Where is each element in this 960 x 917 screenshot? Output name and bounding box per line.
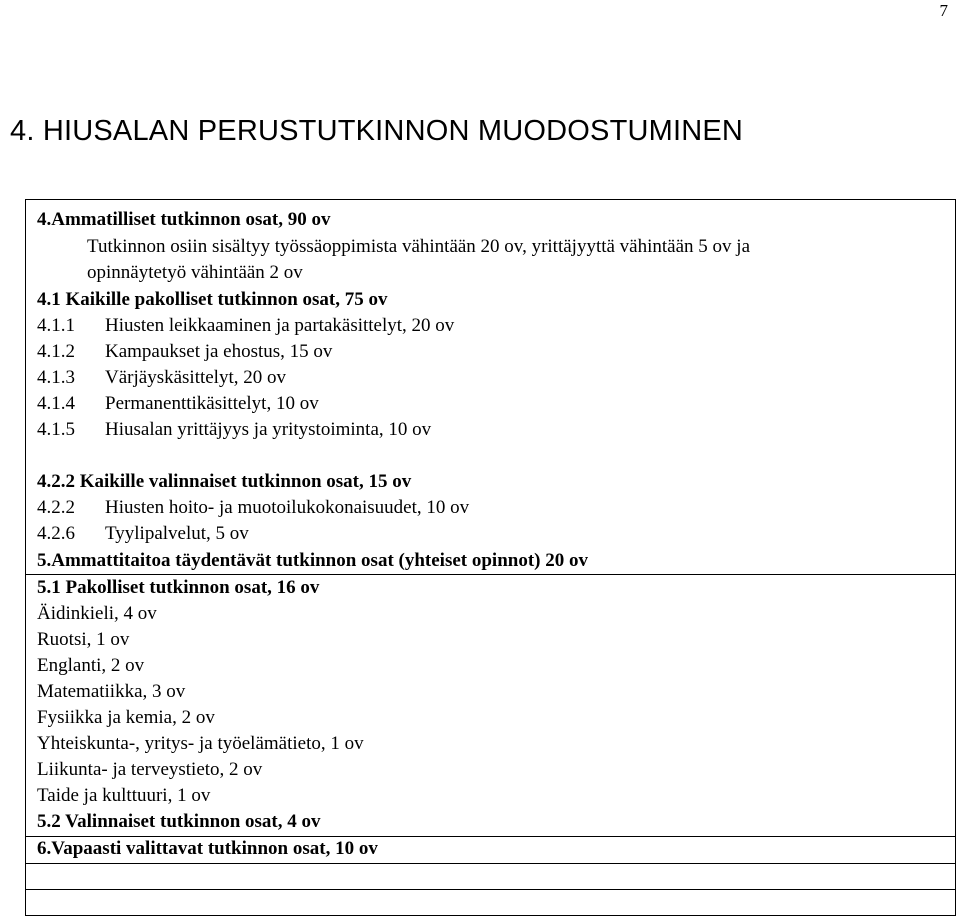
section-4-note: Tutkinnon osiin sisältyy työssäoppimista vähintään 20 ov, yrittäjyyttä vähintään 5 ov ja xyxy=(87,236,751,257)
section-5-title: 5.Ammattitaitoa täydentävät tutkinnon osat (yhteiset opinnot) 20 ov xyxy=(37,550,588,571)
list-item: Englanti, 2 ov xyxy=(37,655,145,676)
section-4-title: 4.Ammatilliset tutkinnon osat, 90 ov xyxy=(37,209,331,230)
group-4-1-title: 4.1 Kaikille pakolliset tutkinnon osat, 75 ov xyxy=(37,289,388,310)
list-item xyxy=(37,418,431,442)
list-item xyxy=(37,340,332,364)
group-4-2-title: 4.2.2 Kaikille valinnaiset tutkinnon osat, 15 ov xyxy=(37,471,412,492)
group-5-2-title: 5.2 Valinnaiset tutkinnon osat, 4 ov xyxy=(37,811,321,832)
empty-table-row xyxy=(25,889,956,916)
item-text: Tyylipalvelut, 5 ov xyxy=(105,523,249,544)
section-6-title: 6.Vapaasti valittavat tutkinnon osat, 10 ov xyxy=(37,838,378,859)
group-5-1-title: 5.1 Pakolliset tutkinnon osat, 16 ov xyxy=(37,577,320,598)
list-item xyxy=(37,392,319,416)
item-code: 4.1.1 xyxy=(37,315,75,336)
list-item xyxy=(37,314,454,338)
item-code: 4.2.6 xyxy=(37,523,75,544)
list-item: Taide ja kulttuuri, 1 ov xyxy=(37,785,211,806)
item-text: Permanenttikäsittelyt, 10 ov xyxy=(105,393,319,414)
row-divider xyxy=(25,574,956,575)
item-text: Kampaukset ja ehostus, 15 ov xyxy=(105,341,333,362)
list-item xyxy=(37,522,249,546)
list-item xyxy=(37,366,286,390)
list-item: Liikunta- ja terveystieto, 2 ov xyxy=(37,759,263,780)
list-item: Äidinkieli, 4 ov xyxy=(37,603,157,624)
item-code: 4.1.3 xyxy=(37,367,75,388)
list-item: Fysiikka ja kemia, 2 ov xyxy=(37,707,215,728)
list-item xyxy=(37,496,469,520)
empty-table-row xyxy=(25,863,956,890)
item-text: Värjäyskäsittelyt, 20 ov xyxy=(105,367,286,388)
item-code: 4.1.4 xyxy=(37,393,75,414)
item-code: 4.1.2 xyxy=(37,341,75,362)
list-item: Ruotsi, 1 ov xyxy=(37,629,130,650)
list-item: Yhteiskunta-, yritys- ja työelämätieto, 1 ov xyxy=(37,733,364,754)
section-4-note: opinnäytetyö vähintään 2 ov xyxy=(87,262,303,283)
item-text: Hiusten hoito- ja muotoilukokonaisuudet, 10 ov xyxy=(105,497,470,518)
item-text: Hiusten leikkaaminen ja partakäsittelyt, 20 ov xyxy=(105,315,455,336)
item-code: 4.2.2 xyxy=(37,497,75,518)
item-code: 4.1.5 xyxy=(37,419,75,440)
page-number: 7 xyxy=(939,1,948,20)
item-text: Hiusalan yrittäjyys ja yritystoiminta, 10 ov xyxy=(105,419,432,440)
page-title: 4. HIUSALAN PERUSTUTKINNON MUODOSTUMINEN xyxy=(10,115,744,147)
list-item: Matematiikka, 3 ov xyxy=(37,681,186,702)
